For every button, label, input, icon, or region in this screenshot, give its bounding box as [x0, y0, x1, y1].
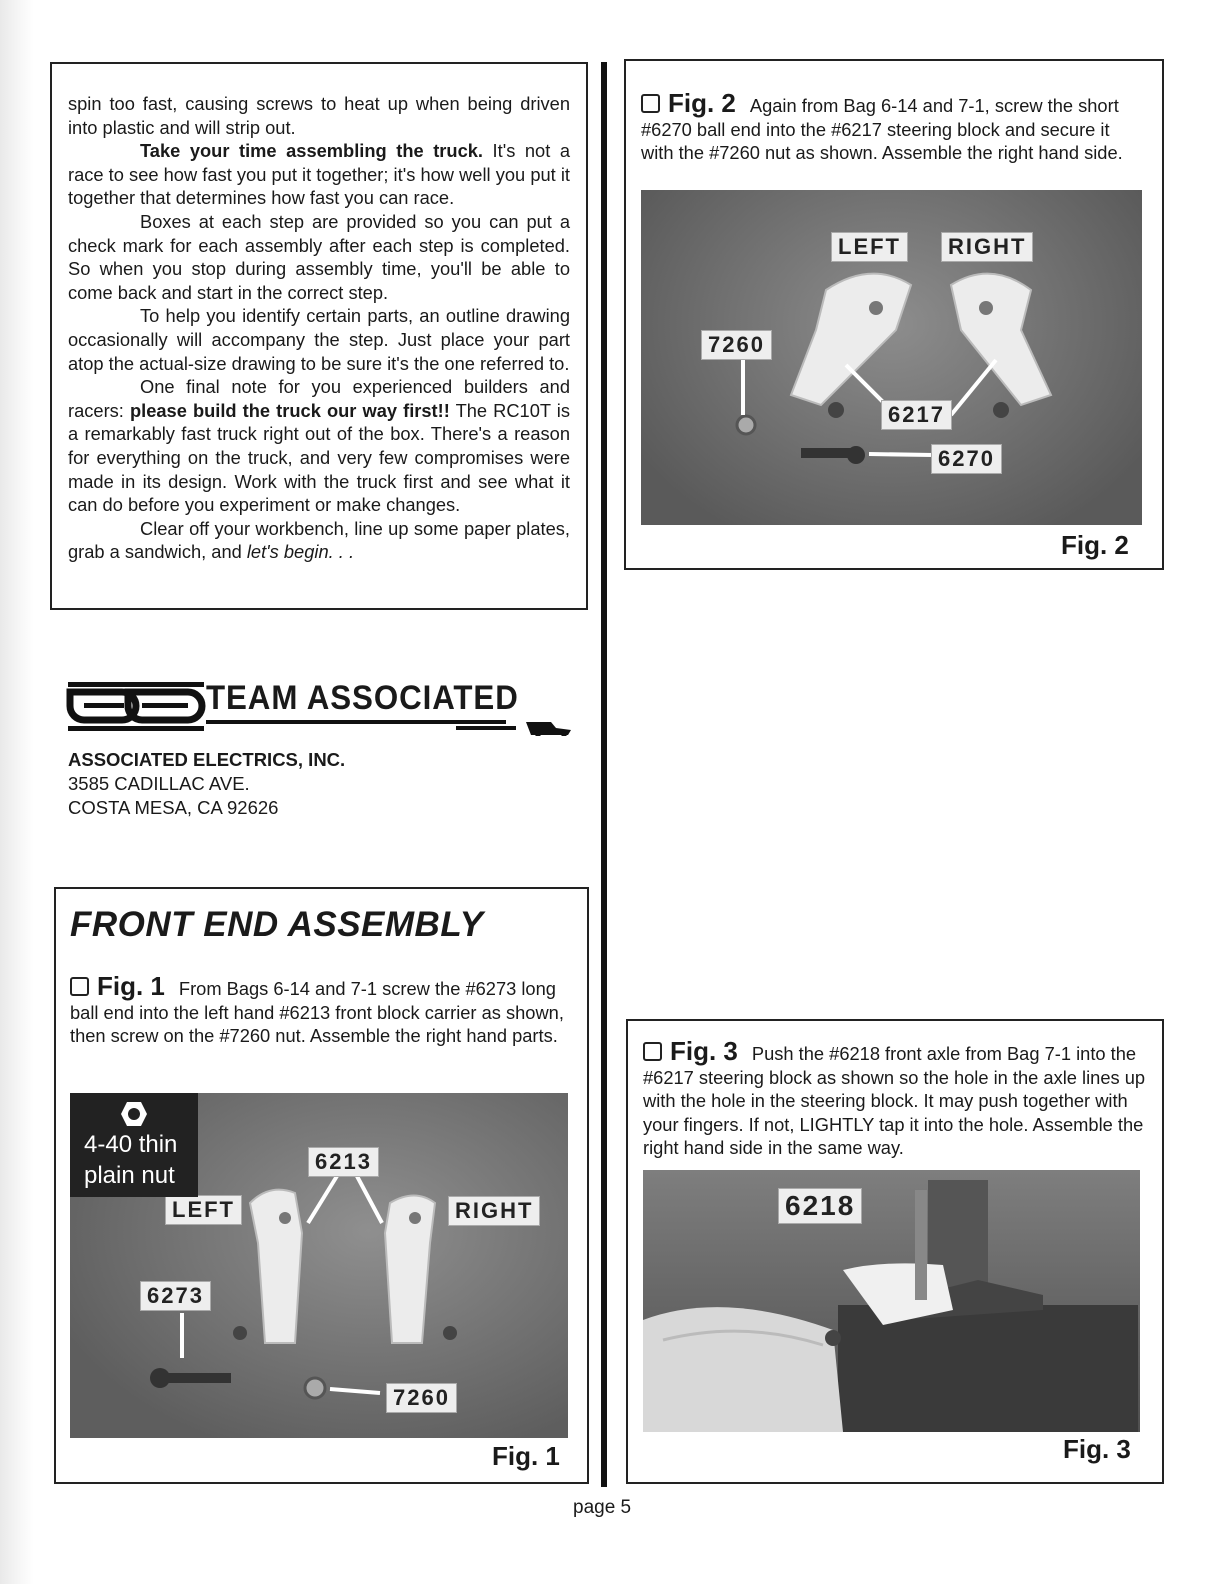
intro-paragraph-4: To help you identify certain parts, an outline drawing occasionally will accompany the step. Just place your part atop the actual-size drawing to be sure it's the one referred to.	[68, 305, 570, 374]
fig3-parts-illustration	[643, 1170, 1140, 1432]
fig2-text: Again from Bag 6-14 and 7-1, screw the short #6270 ball end into the #6217 steering block and secure it with the #7260 nut as shown. Assemble the right hand side.	[641, 95, 1123, 163]
fig3-tag-6218: 6218	[778, 1188, 862, 1224]
nut-callout	[70, 1093, 198, 1197]
fig1-tag-7260: 7260	[386, 1383, 457, 1413]
intro-paragraph-5-start: One final note for you experienced builders and racers:	[68, 376, 570, 421]
fig1-checkbox[interactable]	[70, 977, 89, 996]
fig1-text: From Bags 6-14 and 7-1 screw the #6273 long ball end into the left hand #6213 front block carrier as shown, then screw on the #7260 nut. Assemble the right hand parts.	[70, 978, 564, 1046]
page-number: page 5	[573, 1497, 632, 1518]
fig2-tag-6217: 6217	[881, 400, 952, 430]
fig3-caption	[643, 1036, 1147, 1160]
fig2-tag-7260: 7260	[701, 330, 772, 360]
company-city: COSTA MESA, CA 92626	[68, 797, 279, 818]
intro-box	[50, 62, 588, 610]
fig3-label: Fig. 3	[670, 1036, 738, 1066]
intro-paragraph-1: spin too fast, causing screws to heat up when being driven into plastic and will strip out.	[68, 93, 570, 138]
intro-paragraph-2	[68, 139, 570, 210]
intro-paragraph-2-rest: It's not a race to see how fast you put it together; it's how well you put it together that determines how fast you can race.	[68, 140, 571, 209]
intro-emphasis-our-way: please build the truck our way first!!	[129, 399, 450, 421]
fig1-label: Fig. 1	[97, 971, 165, 1001]
company-street: 3585 CADILLAC AVE.	[68, 773, 250, 794]
ae-logo-mark	[66, 676, 206, 736]
intro-lets-begin: let's begin. . .	[246, 541, 355, 563]
intro-paragraph-3: Boxes at each step are provided so you can put a check mark for each assembly after each step is completed. So when you stop during assembly time, you'll be able to come back and start in the correct step.	[68, 210, 570, 303]
company-address	[68, 748, 345, 820]
intro-paragraph-5	[68, 375, 570, 517]
fig3-corner-label: Fig. 3	[1063, 1434, 1131, 1464]
fig3-text: Push the #6218 front axle from Bag 7-1 into the #6217 steering block as shown so the hole in the axle lines up with the hole in the steering block. It may push together with your fingers. If not, LIGHTLY tap it into the hole. Assemble the right hand side in the same way.	[643, 1043, 1146, 1158]
fig1-tag-6213: 6213	[308, 1147, 379, 1177]
fig1-caption	[70, 971, 572, 1048]
logo-speed-lines	[206, 720, 576, 736]
fig2-photo	[641, 190, 1142, 525]
fig1-tag-right: RIGHT	[448, 1196, 540, 1226]
intro-emphasis-take-time: Take your time assembling the truck.	[140, 140, 484, 162]
section-title: FRONT END ASSEMBLY	[70, 905, 484, 944]
fig1-tag-6273: 6273	[140, 1281, 211, 1311]
page-edge-shadow	[0, 0, 34, 1584]
fig3-checkbox[interactable]	[643, 1042, 662, 1061]
team-associated-logo	[66, 676, 576, 736]
nut-callout-text	[84, 1129, 177, 1191]
fig2-tag-right: RIGHT	[941, 232, 1033, 262]
nut-line-1: 4-40 thin	[84, 1131, 178, 1158]
fig1-corner-label: Fig. 1	[492, 1441, 560, 1471]
fig2-label: Fig. 2	[668, 88, 736, 118]
intro-paragraph-5-rest: The RC10T is a remarkably fast truck right out of the box. There's a reason for everything on the truck, and very few compromises were made in its design. Work with the truck first and see what it can do before you experiment or make changes.	[68, 399, 571, 516]
company-name: ASSOCIATED ELECTRICS, INC.	[68, 749, 346, 770]
fig2-tag-6270: 6270	[931, 444, 1002, 474]
nut-line-2: plain nut	[84, 1162, 175, 1189]
fig2-corner-label: Fig. 2	[1061, 530, 1129, 560]
fig3-photo	[643, 1170, 1140, 1432]
column-divider	[601, 62, 607, 1487]
intro-paragraph-6	[68, 517, 570, 564]
intro-paragraph-6-start: Clear off your workbench, line up some paper plates, grab a sandwich, and	[68, 517, 570, 563]
fig2-tag-left: LEFT	[831, 232, 908, 262]
logo-wordmark: TEAM ASSOCIATED	[206, 679, 519, 717]
fig2-checkbox[interactable]	[641, 94, 660, 113]
hex-nut-icon	[120, 1101, 148, 1127]
fig2-caption	[641, 88, 1145, 165]
fig1-tag-left: LEFT	[165, 1195, 242, 1225]
